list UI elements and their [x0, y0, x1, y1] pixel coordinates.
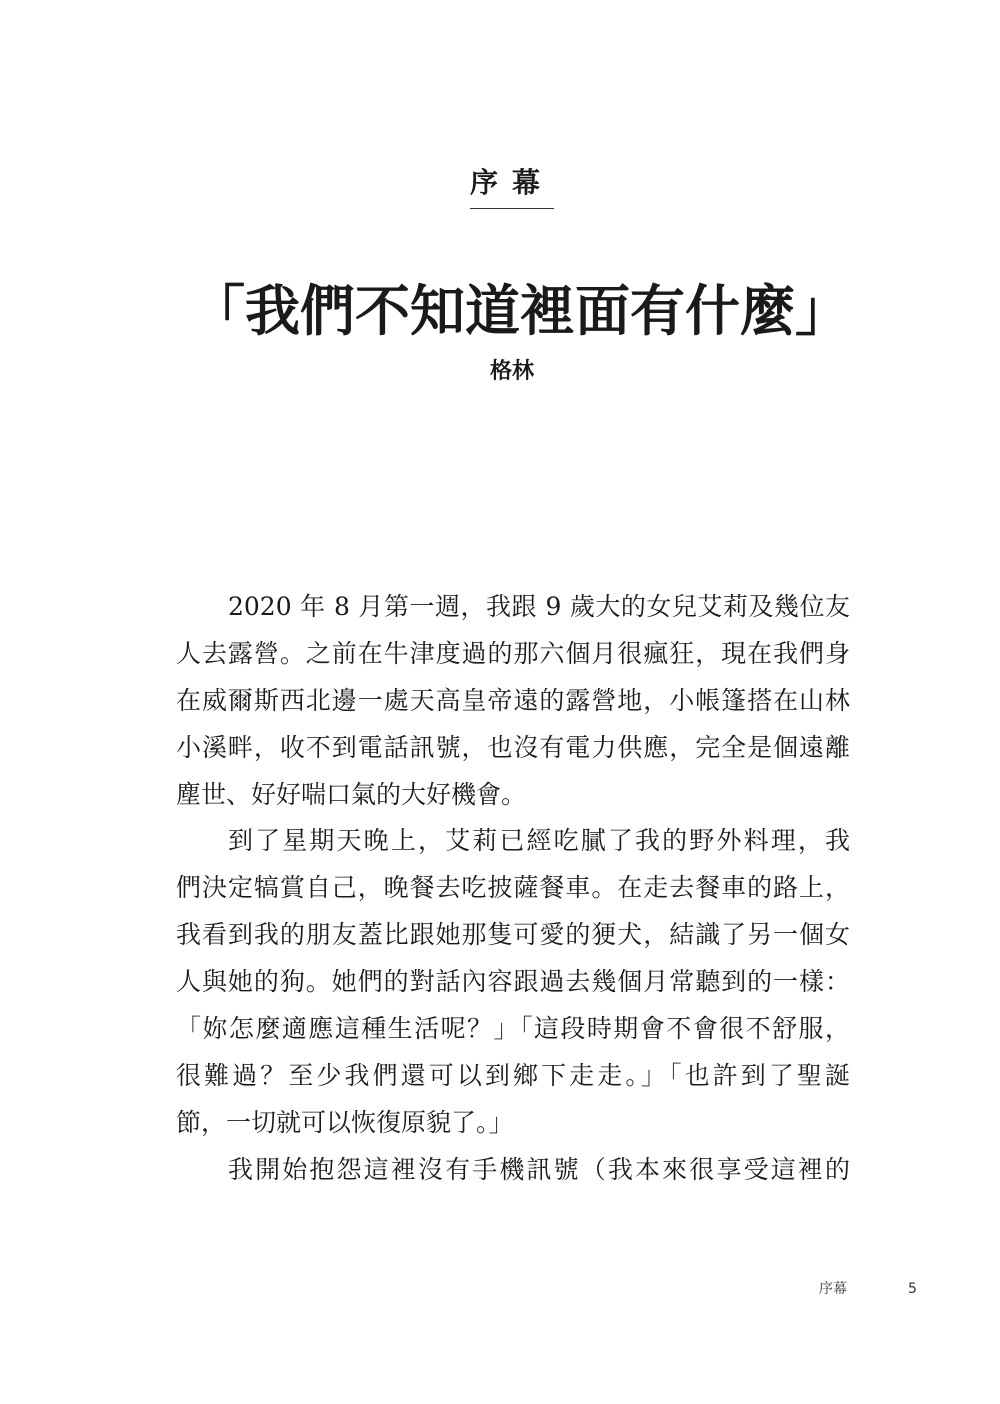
section-underline — [470, 208, 554, 209]
body-line: 塵世、好好喘口氣的大好機會。 — [176, 779, 527, 809]
body-line: 人與她的狗。她們的對話內容跟過去幾個月常聽到的一樣： — [176, 967, 850, 997]
body-text — [176, 584, 850, 1194]
body-line: 我開始抱怨這裡沒有手機訊號（我本來很享受這裡的 — [228, 1154, 850, 1184]
page-number: 5 — [908, 1281, 917, 1297]
section-label: 序幕 — [470, 166, 555, 199]
body-line: 很難過？至少我們還可以到鄉下走走。」「也許到了聖誕 — [176, 1060, 850, 1090]
body-line: 到了星期天晚上，艾莉已經吃膩了我的野外料理，我 — [228, 826, 850, 856]
author-name: 格林 — [489, 359, 534, 384]
running-footer-title: 序幕 — [819, 1281, 847, 1297]
body-line: 節，一切就可以恢復原貌了。」 — [176, 1107, 514, 1137]
body-line: 們決定犒賞自己，晚餐去吃披薩餐車。在走去餐車的路上， — [176, 873, 850, 903]
chapter-title: 「我們不知道裡面有什麼」 — [190, 279, 851, 343]
body-line: 人去露營。之前在牛津度過的那六個月很瘋狂，現在我們身 — [176, 638, 850, 668]
body-line: 2020 年 8 月第一週，我跟 9 歲大的女兒艾莉及幾位友 — [228, 592, 850, 621]
body-line: 小溪畔，收不到電話訊號，也沒有電力供應，完全是個遠離 — [176, 732, 850, 762]
body-line: 我看到我的朋友蓋比跟她那隻可愛的㹴犬，結識了另一個女 — [176, 920, 850, 950]
body-line: 在威爾斯西北邊一處天高皇帝遠的露營地，小帳篷搭在山林 — [176, 685, 850, 715]
body-line: 「妳怎麼適應這種生活呢？」「這段時期會不會很不舒服， — [176, 1014, 850, 1044]
